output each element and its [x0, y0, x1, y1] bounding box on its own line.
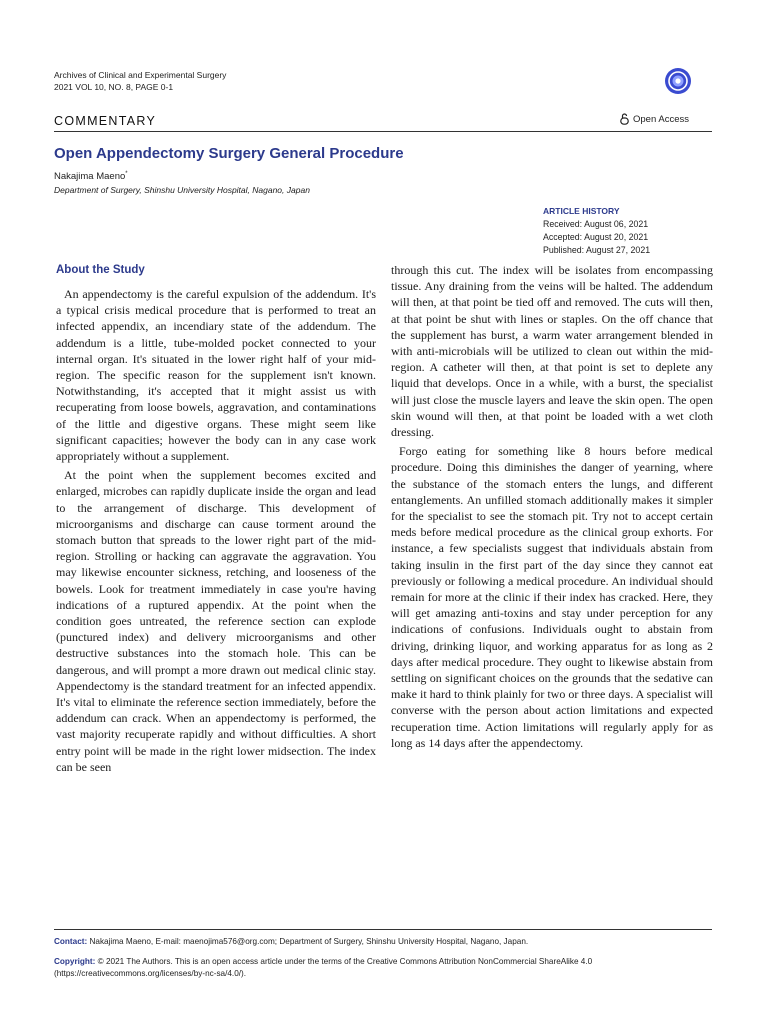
body-column-right	[391, 262, 713, 754]
author-name: Nakajima Maeno	[54, 171, 126, 183]
author-affiliation: Department of Surgery, Shinshu University Hospital, Nagano, Japan	[54, 185, 310, 195]
open-access-badge	[620, 113, 689, 125]
author-mark: *	[125, 171, 128, 177]
body-paragraph-1: An appendectomy is the careful expulsion of the addendum. It's a typical crisis medical procedure that is performed to treat an infected appendix, an incendiary state of the addendum. The addendum is a little, tube-molded pocket connected to your internal organ. It's situated in the lower right half of your mid-region. The specific reason for the supplement isn't known. Notwithstanding, it's accepted that it might assist us with recuperating from loose bowels, aggravation, and contaminations of the little and digestive organs. These might seem like significant capacities; however the body can in any case work appropriately without a supplement.	[56, 287, 376, 464]
history-heading: ARTICLE HISTORY	[543, 206, 620, 216]
journal-name: Archives of Clinical and Experimental Surgery	[54, 70, 227, 80]
open-lock-icon	[620, 113, 629, 125]
author-line	[54, 171, 128, 182]
contact-text: Nakajima Maeno, E-mail: maenojima576@org.com; Department of Surgery, Shinshu University Hospital, Nagano, Japan.	[89, 937, 529, 946]
journal-header	[54, 69, 226, 93]
copyright-note	[54, 956, 714, 980]
article-history	[543, 205, 650, 257]
contact-label: Contact:	[54, 937, 88, 946]
history-received: Received: August 06, 2021	[543, 219, 649, 229]
journal-issue: 2021 VOL 10, NO. 8, PAGE 0-1	[54, 82, 174, 92]
journal-logo-icon	[663, 66, 693, 96]
header-divider	[54, 131, 712, 132]
body-column-left	[56, 286, 376, 778]
contact-note	[54, 937, 714, 946]
footer-divider	[54, 929, 712, 930]
copyright-text: © 2021 The Authors. This is an open access article under the terms of the Creative Commons Attribution NonCommercial ShareAlike 4.0 (https://creativecommons.org/licenses/by-nc-sa/4.0/).	[54, 957, 593, 978]
body-paragraph-3: through this cut. The index will be isolates from encompassing tissue. Any draining from the veins will be halted. The addendum will then, at that point be tied off and removed. The cuts will then, at that point be shut with lines or staples. On the off chance that the supplement has burst, a warm water arrangement blended in with anti-microbials will be utilized to clean out within the mid-region. A catheter will then, at that point is set to deplete any liquid that develops. Once in a while, with a burst, the specialist will just close the muscle layers and leave the skin open. The open skin wound will then, at that point be loaded with a wet cloth dressing.	[391, 263, 713, 440]
history-accepted: Accepted: August 20, 2021	[543, 232, 649, 242]
copyright-label: Copyright:	[54, 957, 96, 966]
section-heading: About the Study	[56, 264, 145, 276]
article-title: Open Appendectomy Surgery General Procedure	[54, 145, 404, 162]
article-type: COMMENTARY	[54, 114, 157, 128]
body-paragraph-4: Forgo eating for something like 8 hours before medical procedure. Doing this diminishes the danger of yearning, where the substance of the stomach enters the lungs, and different entanglements. An unfilled stomach additionally makes it simpler for the specialist to see the stomach pit. Try not to accept certain meds before medical procedure as the clinical group exhorts. For instance, a few specialists suggest that individuals abstain from taking insulin in the first part of the day since they cannot eat previously or following a medical procedure. An individual should remain for more at the clinic if their index has cracked. Here, they will get amazing anti-toxins and stay under perception for any indications of confusions. Individuals ought to abstain from driving, drinking liquor, and working apparatus for as long as 2 days after medical procedure. They ought to likewise abstain from settling on significant choices on the grounds that the sedative can make it hard to think plainly for two or three days. A specialist will converse with the person about action limitations and expected recuperation time. Action limitations will regularly apply for as long as 14 days after the appendectomy.	[391, 444, 713, 750]
body-paragraph-2: At the point when the supplement becomes excited and enlarged, microbes can rapidly duplicate inside the organ and lead to the arrangement of discharge. This development of microorganisms and discharge can cause torment around the stomach button that spreads to the lower right part of the mid-region. Strolling or hacking can aggravate the aggravation. You may likewise encounter sickness, retching, and looseness of the bowels. Look for treatment immediately in case you're having indications of a ruptured appendix. At the point when the condition goes untreated, the reference section can explode (punctured index) and delivery microorganisms and other destructive substances into the stomach hole. This can be dangerous, and will prompt a more drawn out medical clinic stay. Appendectomy is the standard treatment for an infected appendix. It's vital to eliminate the reference section immediately, before the addendum can crack. When an appendectomy is performed, the vast majority recuperate rapidly and without difficulties. A short entry point will be made in the right lower midsection. The index can be seen	[56, 468, 376, 774]
history-published: Published: August 27, 2021	[543, 245, 651, 255]
open-access-label: Open Access	[633, 113, 689, 125]
